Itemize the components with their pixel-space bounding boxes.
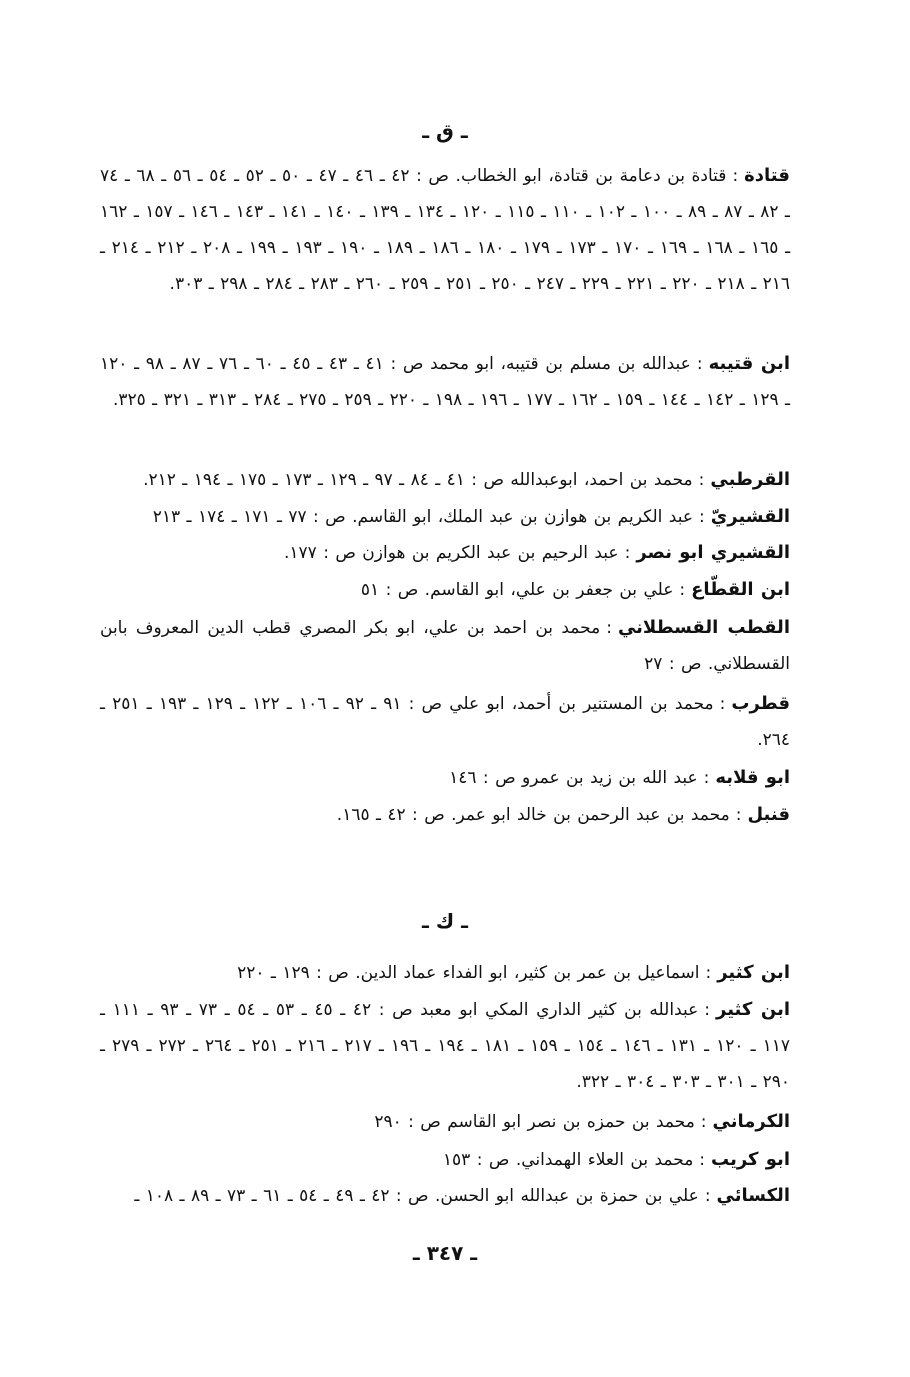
entry-separator: : [699, 507, 705, 527]
entry-name: الكرماني [712, 1111, 790, 1132]
entry-text: علي بن جعفر بن علي، ابو القاسم. ص : ٥١ [360, 580, 674, 600]
entry-name: الكسائي [716, 1185, 790, 1206]
index-entry [100, 686, 790, 758]
index-entry [100, 462, 790, 498]
entry-text: عبدالله بن كثير الداري المكي ابو معبد ص : ٤٢ ـ ٤٥ ـ ٥٣ ـ ٥٤ ـ ٧٣ ـ ٩٣ ـ ١١١ ـ ١١٧ ـ ١٢٠ ـ ١٣١ ـ ١٤٦ ـ ١٥٤ ـ ١٥٩ ـ ١٨١ ـ ١٩٤ ـ ١٩٦ ـ ٢١٧ ـ ٢١٦ ـ ٢٥١ ـ ٢٦٤ ـ ٢٧٢ ـ ٢٧٩ ـ ٢٩٠ ـ ٣٠١ ـ ٣٠٣ ـ ٣٠٤ ـ ٣٢٢. [100, 1000, 790, 1092]
entry-name: القرطبي [710, 469, 790, 490]
entry-text: محمد بن العلاء الهمداني. ص : ١٥٣ [442, 1150, 694, 1170]
index-entry [100, 797, 790, 833]
index-entry [100, 346, 790, 418]
entry-name: ابن القطّاع [691, 579, 790, 600]
entry-name: القطب القسطلاني [617, 617, 790, 638]
index-entry [100, 158, 790, 302]
index-entry [210, 572, 790, 608]
page-number: ـ ٣٤٧ ـ [412, 1241, 478, 1265]
entry-text: محمد بن عبد الرحمن بن خالد ابو عمر. ص : ٤٢ ـ ١٦٥. [336, 805, 730, 825]
entry-text: عبدالله بن مسلم بن قتيبه، ابو محمد ص : ٤١ ـ ٤٣ ـ ٤٥ ـ ٦٠ ـ ٧٦ ـ ٨٧ ـ ٩٨ ـ ١٢٠ ـ ١٢٩ ـ ١٤٢ ـ ١٤٤ ـ ١٥٩ ـ ١٦٢ ـ ١٧٧ ـ ١٩٦ ـ ١٩٨ ـ ٢٢٠ ـ ٢٥٩ ـ ٢٧٥ ـ ٢٨٤ ـ ٣١٣ ـ ٣٢١ ـ ٣٢٥. [100, 354, 790, 410]
entry-name: قطرب [731, 693, 790, 714]
entry-separator: : [704, 1186, 711, 1206]
entry-separator: : [705, 963, 712, 983]
entry-separator: : [703, 768, 710, 788]
index-entry [210, 1142, 790, 1178]
index-entry [210, 760, 790, 796]
index-entry [100, 992, 790, 1100]
index-page [100, 0, 790, 1377]
entry-separator: : [696, 354, 703, 374]
index-entry [210, 535, 790, 571]
entry-separator: : [606, 618, 612, 638]
entry-separator: : [700, 1112, 707, 1132]
entry-name: ابو كريب [711, 1149, 790, 1170]
entry-text: عبد الله بن زيد بن عمرو ص : ١٤٦ [449, 768, 698, 788]
section-heading-kaf: ـ ك ـ [422, 909, 468, 933]
entry-text: علي بن حمزة بن عبدالله ابو الحسن. ص : ٤٢ ـ ٤٩ ـ ٥٤ ـ ٦١ ـ ٧٣ ـ ٨٩ ـ ١٠٨ ـ [134, 1186, 699, 1206]
index-entry [100, 1178, 790, 1214]
entry-text: عبد الكريم بن هوازن بن عبد الملك، ابو القاسم. ص : ٧٧ ـ ١٧١ ـ ١٧٤ ـ ٢١٣ [152, 507, 694, 527]
entry-separator: : [719, 694, 726, 714]
entry-separator: : [735, 805, 742, 825]
entry-text: محمد بن المستنير بن أحمد، ابو علي ص : ٩١ ـ ٩٢ ـ ١٠٦ ـ ١٢٢ ـ ١٢٩ ـ ١٩٣ ـ ٢٥١ ـ ٢٦٤. [100, 694, 790, 750]
entry-text: محمد بن حمزه بن نصر ابو القاسم ص : ٢٩٠ [374, 1112, 695, 1132]
entry-text: محمد بن احمد بن علي، ابو بكر المصري قطب الدين المعروف بابن القسطلاني. ص : ٢٧ [100, 618, 790, 674]
index-entry [100, 955, 790, 991]
entry-separator: : [698, 470, 705, 490]
entry-name: قتادة [744, 165, 790, 186]
entry-separator: : [679, 580, 686, 600]
entry-separator: : [699, 1150, 706, 1170]
entry-name: ابن كثير [717, 962, 790, 983]
entry-name: قنبل [747, 804, 790, 825]
entry-name: ابو قلابه [715, 767, 790, 788]
entry-text: اسماعيل بن عمر بن كثير، ابو الفداء عماد الدين. ص : ١٢٩ ـ ٢٢٠ [237, 963, 700, 983]
index-entry [210, 1104, 790, 1140]
entry-name: القشيري ابو نصر [636, 542, 790, 563]
entry-name: القشيريّ [710, 506, 790, 527]
entry-name: ابن كثير [716, 999, 790, 1020]
entry-separator: : [732, 166, 739, 186]
entry-text: محمد بن احمد، ابوعبدالله ص : ٤١ ـ ٨٤ ـ ٩٧ ـ ١٢٩ ـ ١٧٣ ـ ١٧٥ ـ ١٩٤ ـ ٢١٢. [143, 470, 693, 490]
entry-text: قتادة بن دعامة بن قتادة، ابو الخطاب. ص : ٤٢ ـ ٤٦ ـ ٤٧ ـ ٥٠ ـ ٥٢ ـ ٥٤ ـ ٥٦ ـ ٦٨ ـ ٧٤ ـ ٨٢ ـ ٨٧ ـ ٨٩ ـ ١٠٠ ـ ١٠٢ ـ ١١٠ ـ ١١٥ ـ ١٢٠ ـ ١٣٤ ـ ١٣٩ ـ ١٤٠ ـ ١٤١ ـ ١٤٣ ـ ١٤٦ ـ ١٥٧ ـ ١٦٢ ـ ١٦٥ ـ ١٦٨ ـ ١٦٩ ـ ١٧٠ ـ ١٧٣ ـ ١٧٩ ـ ١٨٠ ـ ١٨٦ ـ ١٨٩ ـ ١٩٠ ـ ١٩٣ ـ ١٩٩ ـ ٢٠٨ ـ ٢١٢ ـ ٢١٤ ـ ٢١٦ ـ ٢١٨ ـ ٢٢٠ ـ ٢٢١ ـ ٢٢٩ ـ ٢٤٧ ـ ٢٥٠ ـ ٢٥١ ـ ٢٥٩ ـ ٢٦٠ ـ ٢٨٣ ـ ٢٨٤ ـ ٢٩٨ ـ ٣٠٣. [100, 166, 791, 294]
entry-separator: : [704, 1000, 711, 1020]
entry-text: عبد الرحيم بن عبد الكريم بن هوازن ص : ١٧٧. [283, 543, 619, 563]
entry-separator: : [624, 543, 631, 563]
entry-name: ابن قتيبه [708, 353, 790, 374]
index-entry [100, 610, 790, 682]
index-entry [100, 499, 790, 535]
section-heading-qaf: ـ ق ـ [422, 119, 468, 143]
